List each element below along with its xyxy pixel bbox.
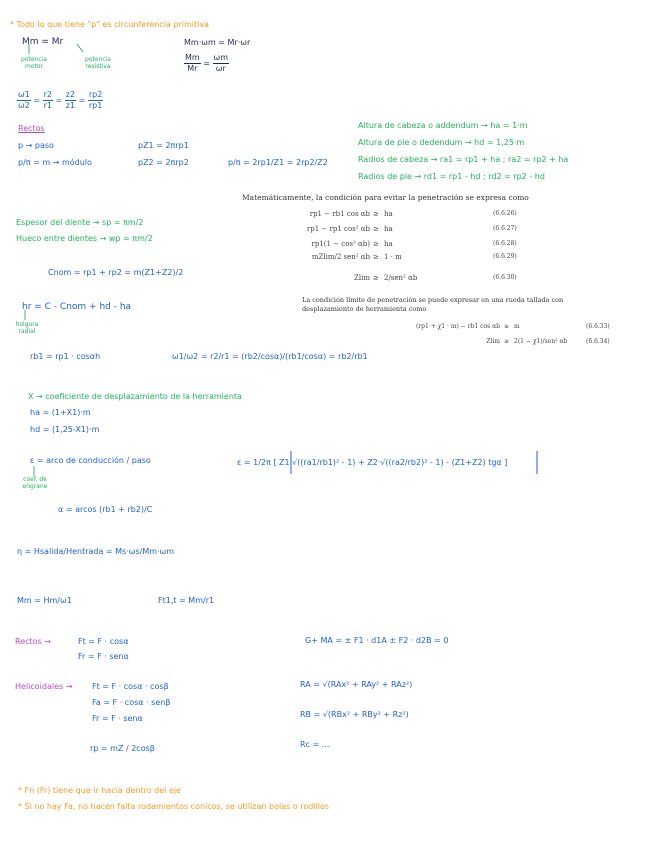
note-top: * Todo lo que tiene "p" es circunferencia primitiva (10, 20, 209, 29)
eq-number: (6.6.28) (493, 240, 517, 247)
eq-lhs: Zlim (354, 274, 370, 282)
arrow-resist (77, 44, 83, 52)
eq-espesor: Espesor del diente → sp = πm/2 (16, 218, 144, 227)
eq-lhs: rp1 − rp1 cos² αb (306, 225, 370, 233)
paper-intro: Matemáticamente, la condición para evitar la penetración se expresa como (242, 193, 529, 202)
paper-paragraph: La condición límite de penetración se puede expresar en una rueda tallada con desplazamiento de herramienta como (302, 296, 564, 313)
eq-number: (6.6.26) (493, 210, 517, 217)
eq-rhs: ha (384, 240, 393, 248)
eq-rp-helicoidal: rp = mZ / 2cosβ (90, 744, 155, 753)
eq-op: ≥ (373, 240, 379, 248)
eq-p-pi-frac: p/π = 2rp1/Z1 = 2rp2/Z2 (228, 158, 328, 167)
label-potencia-resistiva: potencia resistiva (85, 56, 111, 70)
eq-op: ≥ (504, 338, 510, 345)
eq-rhs: ha (384, 225, 393, 233)
eq-fa-helicoidal: Fa = F · cosα · senβ (92, 698, 171, 707)
eq-lhs: mZlim/2 sen² αb (311, 253, 370, 261)
label-coef-engrane: coef. de engrane (22, 476, 48, 490)
eq-epsilon: ε = arco de conducción / paso (30, 456, 151, 465)
eq-hd-shift: hd = (1,25-X1)·m (30, 425, 100, 434)
eq-ra: RA = √(RAx² + RAy² + RAz²) (300, 680, 413, 689)
eq-coef-desplazamiento: X → coeficiente de desplazamiento de la herramienta (28, 392, 242, 401)
label-holgura-radial: holgura radial (15, 321, 39, 335)
eq-radios-cabeza: Radios de cabeza → ra1 = rp1 + ha ; ra2 = rp2 + ha (358, 155, 569, 164)
eq-moment-balance: G+ MA = ± F1 · d1A ± F2 · d2B = 0 (305, 636, 449, 645)
eq-lhs: rp1(1 − cos² αb) (311, 240, 370, 248)
eq-pz1: pZ1 = 2πrp1 (138, 141, 189, 150)
eq-fr-helicoidal: Fr = F · senα (92, 714, 143, 723)
eq-rhs: 2(1 − χ1)/sen² αb (514, 338, 568, 345)
eq-rhs: m (514, 323, 520, 330)
eq-rb1: rb1 = rp1 · cosαh (30, 352, 101, 361)
eq-number: (6.6.29) (493, 253, 517, 260)
eq-number: (6.6.34) (586, 338, 610, 345)
eq-addendum: Altura de cabeza o addendum → ha = 1·m (358, 121, 528, 130)
eq-mm-hm: Mm = Hm/ω1 (17, 596, 72, 605)
heading-rectos: Rectos (18, 124, 45, 133)
note-fn: * Fn (Fr) tiene que ir hacia dentro del eje (18, 786, 181, 795)
note-rodamientos: * Si no hay Fa, no hacen falta rodamientos conicos, se utilizan bolas o rodillos (18, 802, 330, 811)
label-potencia-motor: potencia motor (21, 56, 47, 70)
eq-rhs: 2/sen² αb (384, 274, 418, 282)
eq-eta: η = Hsalida/Hentrada = Ms·ωs/Mm·ωm (17, 547, 175, 556)
eq-radios-pie: Radios de pie → rd1 = rp1 - hd ; rd2 = rp2 - hd (358, 172, 545, 181)
label-rectos-forces: Rectos → (15, 637, 51, 646)
eq-gear-ratio: $\frac{\omega 1}{\omega 2}$ = $\frac{r2}{r1}$ = $\frac{z2}{z1}$ = $\frac{rp2}{rp1}$ (18, 90, 103, 110)
eq-ft-rectos: Ft = F · cosα (78, 637, 129, 646)
label-helicoidales: Helicoidales → (15, 682, 73, 691)
eq-ratio-mm-mr: $\frac{Mm}{Mr}$ = $\frac{\omega m}{\omega r}$ (185, 53, 228, 73)
eq-hr: hr = C - Cnom + hd - ha (22, 302, 132, 312)
eq-rhs: ha (384, 210, 393, 218)
eq-op: ≥ (373, 225, 379, 233)
eq-p-paso: p → paso (18, 141, 54, 150)
eq-rb-reaction: RB = √(RBx² + RBy² + Rz²) (300, 710, 409, 719)
eq-lhs: rp1 − rb1 cos αb (309, 210, 370, 218)
eq-epsilon-formula: ε = 1/2π [ Z1·√((ra1/rb1)² - 1) + Z2·√((ra2/rb2)² - 1) - (Z1+Z2) tgα ] (237, 458, 508, 467)
eq-power-omega: Mm·ωm = Mr·ωr (184, 38, 251, 47)
eq-number: (6.6.30) (493, 274, 517, 281)
eq-mm-mr: Mm = Mr (22, 37, 64, 47)
eq-ft1: Ft1,t = Mm/r1 (158, 596, 215, 605)
eq-lhs: Zlim (486, 338, 500, 345)
eq-cnom: Cnom = rp1 + rp2 = m(Z1+Z2)/2 (48, 268, 184, 277)
eq-ft-helicoidal: Ft = F · cosα · cosβ (92, 682, 169, 691)
eq-alpha: α = arcos (rb1 + rb2)/C (58, 505, 153, 514)
eq-modulo: p/π = m → módulo (18, 158, 92, 167)
eq-rc: Rc = ... (300, 740, 330, 749)
eq-number: (6.6.27) (493, 225, 517, 232)
eq-fr-rectos: Fr = F · senα (78, 652, 129, 661)
eq-dedendum: Altura de pie o dedendum → hd = 1,25·m (358, 138, 525, 147)
eq-op: ≥ (373, 253, 379, 261)
eq-number: (6.6.33) (586, 323, 610, 330)
eq-hueco: Hueco entre dientes → wp = πm/2 (16, 234, 153, 243)
eq-op: ≥ (504, 323, 510, 330)
eq-rhs: 1 · m (384, 253, 402, 261)
eq-ha-shift: ha = (1+X1)·m (30, 408, 91, 417)
eq-op: ≥ (373, 210, 379, 218)
eq-ratio-rb: ω1/ω2 = r2/r1 = (rb2/cosα)/(rb1/cosα) = rb2/rb1 (172, 352, 368, 361)
eq-lhs: (rp1 + χ1 · m) − rb1 cos αb (415, 323, 500, 330)
eq-pz2: pZ2 = 2πrp2 (138, 158, 189, 167)
eq-op: ≥ (373, 274, 379, 282)
